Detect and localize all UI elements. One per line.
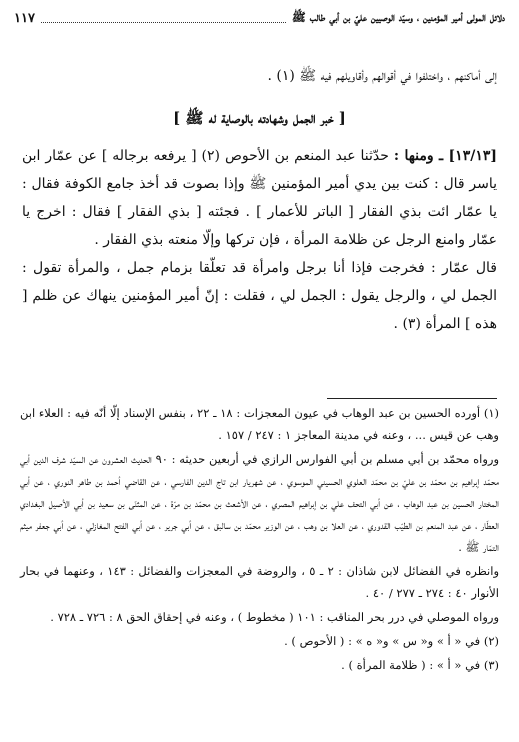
main-text (22, 62, 497, 338)
footnote-2: (٢) في « أ » و« س » و« ه » : ( الأحوص ) . (284, 634, 499, 648)
intro-paragraph: إلى أماكنهم ، واختلفوا في أقوالهم وأقاويلهم فيه ﷺ (١) . (267, 68, 497, 84)
footnote-1c: وانظره في الفضائل لابن شاذان : ٢ ـ ٥ ، والروضة في المعجزات والفضائل : ١٤٣ ، وعنهما في بحار الأنوار ٤٠ : ٢٧٤ ـ ٢٧٧ / ٤٠ . (20, 564, 500, 600)
footnote-1a: (١) أورده الحسين بن عبد الوهاب في عيون المعجزات : ١٨ ـ ٢٢ ، بنفس الإسناد إلّا أنّه فيه : العلاء ابن وهب عن قيس ... ، وعنه في مدينة المعاجز ١ : ٢٤٧ / ١٥٧ . (20, 406, 499, 442)
page-number: ١١٧ (14, 10, 35, 26)
footnote-1d: ورواه الموصلي في درر بحر المناقب : ١٠١ ( مخطوط ) ، وعنه في إحقاق الحق ٨ : ٧٢٦ ـ ٧٢٨ . (50, 610, 499, 624)
header-leader-dots (41, 14, 286, 23)
footnote-separator (327, 398, 497, 399)
footnote-1b: ورواه محمّد بن أبي مسلم بن أبي الفوارس الرازي في أربعين حديثه : ٩٠ الحديث العشرون عن السيّد شرف الدين أبي محمّد إبراهيم بن محمّد بن عليّ بن محمّد العلوي الحسيني الموسوي ، عن شهريار ابن تاج الدين الفارسي ، عن القاضي أحمد بن طاهر النوري ، عن أبي المختار الحسين بن عبد الوهاب ، عن أبي التحف علي بن إبراهيم المصري ، عن الأشعث بن محمّد بن مرّة ، عن المثنّى بن سعيد بن أبي الأصيل البغدادي العطّار ، عن عبد المنعم بن الطيّب القدوري ، عن العلا بن وهب ، عن الوزير محمّد بن سالبق ، عن أبي جرير ، عن أبي الفتح المغازلي ، عن أبي جعفر ميثم التمّار ﷺ . (20, 452, 500, 554)
hadith-paragraph (22, 142, 497, 254)
running-header (14, 8, 505, 28)
hadith-text: حدّثنا عبد المنعم بن الأحوص (٢) [ يرفعه برجاله ] عن عمّار ابن ياسر قال : كنت بين يدي أمير المؤمنين ﷺ وإذا بصوت قد أخذ جامع الكوفة فقال : يا عمّار ائت بذي الفقار [ الباتر للأعمار ] . فجئته [ بذي الفقار ] فقال : اخرج يا عمّار وامنع الرجل عن ظلامة المرأة ، فإن تركها وإلّا منعته بذي الفقار . (22, 148, 497, 248)
hadith-number: [١٣/١٣] ـ ومنها : (393, 148, 497, 164)
footnotes (20, 402, 499, 678)
running-title: دلائل المولى أمير المؤمنين ، وسيّد الوصيين عليّ بن أبي طالب ﷺ (291, 9, 505, 24)
footnote-3: (٣) في « أ » : ( ظلامة المرأة ) . (341, 658, 499, 672)
continuation-paragraph: قال عمّار : فخرجت فإذا أنا برجل وامرأة قد تعلّقا بزمام جمل ، والمرأة تقول : الجمل لي ، والرجل يقول : الجمل لي ، فقلت : إنّ أمير المؤمنين ينهاك عن ظلم [ هذه ] المرأة (٣) . (22, 260, 497, 332)
section-heading: [ خبر الجمل وشهادته بالوصاية له ﷺ ] (173, 109, 346, 127)
